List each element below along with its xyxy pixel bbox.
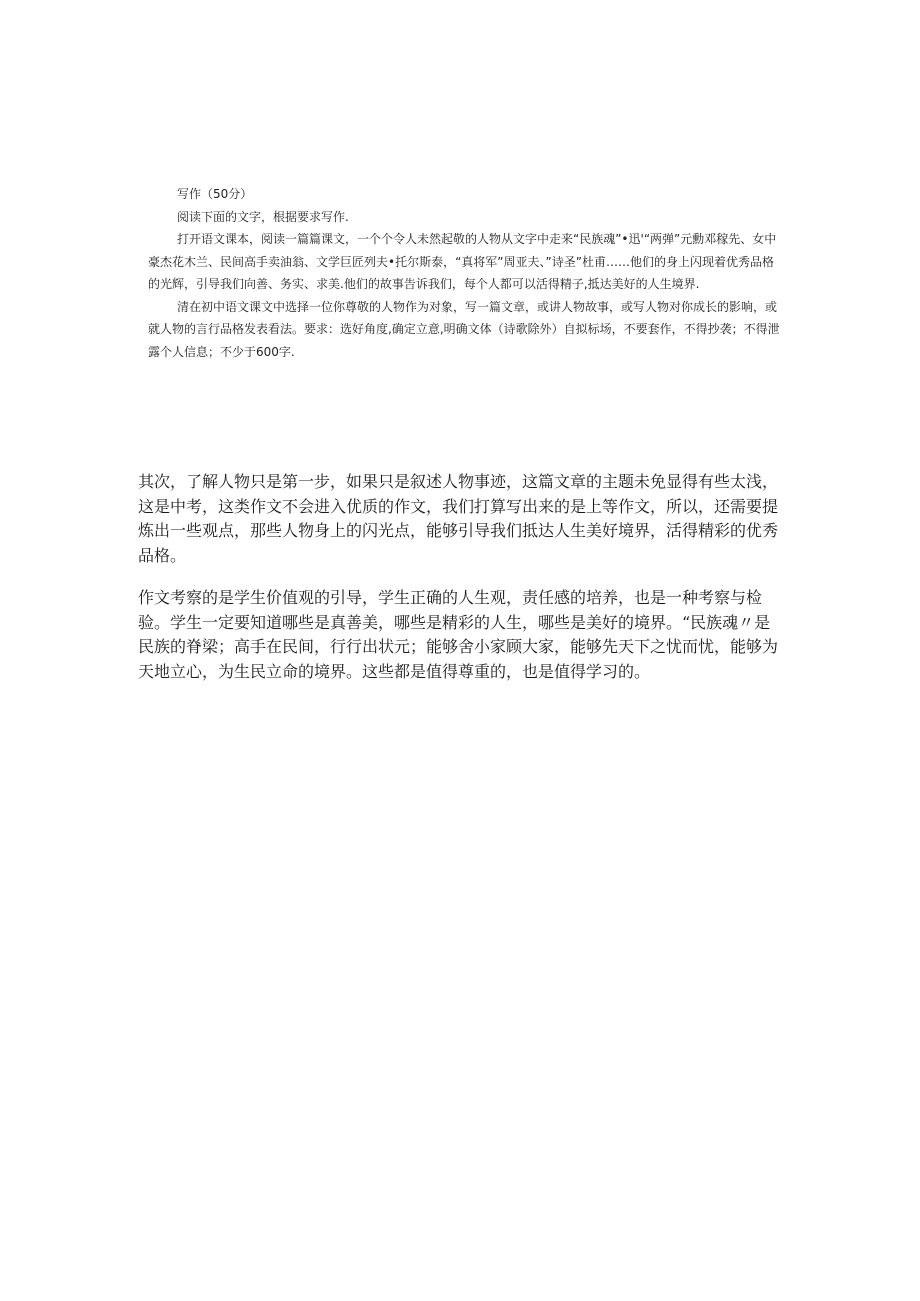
- prompt-material: 打开语文课本，阅读一篇篇课文，一个个令人未然起敬的人物从文字中走来“民族魂”•迅'“两弹”元勳邓稼先、女中豪杰花木兰、民间高手卖油翁、文学巨匠列夫•托尔斯泰，“真将军”周亚夫、”诗圣”杜甫……他们的身上闪现着优秀品格的光辉，引导我们向善、务实、求美.他们的故事告诉我们，每个人都可以活得精子,抵达美好的人生境界.: [148, 232, 777, 291]
- prompt-instruction: 阅读下面的文字，根据要求写作.: [177, 209, 349, 224]
- essay-paragraph-1: 其次，了解人物只是第一步，如果只是叙述人物事迹，这篇文章的主题未免显得有些太浅，这是中考，这类作文不会进入优质的作文，我们打算写出来的是上等作文，所以，还需要提炼出一些观点，那些人物身上的闪光点，能够引导我们抵达人生美好境界，活得精彩的优秀品格。: [138, 472, 779, 565]
- essay-paragraph-2: 作文考察的是学生价值观的引导，学生正确的人生观，责任感的培养，也是一种考察与检验。学生一定要知道哪些是真善美，哪些是精彩的人生，哪些是美好的境界。“民族魂〃是民族的脊梁；高手在民间，行行出状元；能够舍小家顾大家，能够先天下之忧而忧，能够为天地立心，为生民立命的境界。这些都是值得尊重的，也是值得学习的。: [138, 588, 779, 681]
- prompt-heading: 写作（50分）: [177, 187, 253, 201]
- essay-section: [138, 470, 786, 684]
- prompt-task: 清在初中语文课文中选择一位你尊敬的人物作为对象，写一篇文章，或讲人物故事，或写人物对你成长的影响，或就人物的言行品格发表看法。要求：选好角度,确定立意,明确文体（诗歌除外）自拟标场，不要套作，不得抄袭；不得泄露个人信息；不少于600字.: [148, 299, 780, 359]
- writing-prompt-section: [148, 183, 780, 363]
